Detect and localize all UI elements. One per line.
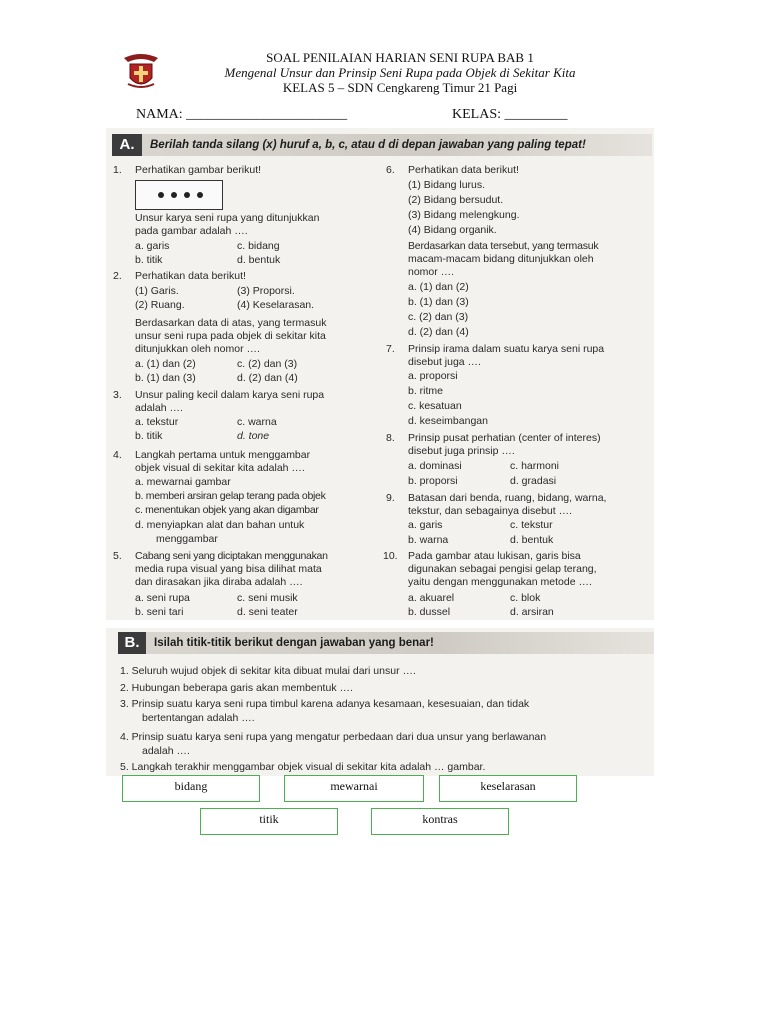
section-b-item-1: 1. Seluruh wujud objek di sekitar kita dibuat mulai dari unsur ….	[120, 665, 416, 677]
q4-option-b[interactable]: b. memberi arsiran gelap terang pada objek	[135, 490, 326, 502]
section-b-item-3-cont: bertentangan adalah ….	[142, 712, 255, 724]
q2-data-3: (3) Proporsi.	[237, 285, 295, 297]
answer-box-keselarasan[interactable]: keselarasan	[439, 775, 577, 802]
q1-option-a[interactable]: a. garis	[135, 240, 170, 252]
dot-shape	[184, 192, 190, 198]
q2-option-a[interactable]: a. (1) dan (2)	[135, 358, 196, 370]
q3-text-2: adalah ….	[135, 402, 183, 414]
q8-option-c[interactable]: c. harmoni	[510, 460, 560, 472]
q6-text-2: Berdasarkan data tersebut, yang termasuk	[408, 240, 599, 252]
q9-option-d[interactable]: d. bentuk	[510, 534, 554, 546]
answer-box-bidang[interactable]: bidang	[122, 775, 260, 802]
header-subtitle: Mengenal Unsur dan Prinsip Seni Rupa pada Objek di Sekitar Kita	[224, 65, 576, 80]
q4-text-2: objek visual di sekitar kita adalah ….	[135, 462, 305, 474]
q2-option-c[interactable]: c. (2) dan (3)	[237, 358, 298, 370]
q10-text-3: yaitu dengan menggunakan metode ….	[408, 576, 592, 588]
q5-option-a[interactable]: a. seni rupa	[135, 592, 190, 604]
q1-number: 1.	[113, 164, 122, 176]
q6-text-1: Perhatikan data berikut!	[408, 164, 519, 176]
section-b-item-4-cont: adalah ….	[142, 745, 190, 757]
q2-text-1: Perhatikan data berikut!	[135, 270, 246, 282]
section-b-item-3: 3. Prinsip suatu karya seni rupa timbul karena adanya kesamaan, kesesuaian, dan tidak	[120, 698, 530, 710]
q2-text-2: Berdasarkan data di atas, yang termasuk	[135, 317, 327, 329]
dot-shape	[158, 192, 164, 198]
q4-number: 4.	[113, 449, 122, 461]
q7-option-a[interactable]: a. proporsi	[408, 370, 458, 382]
section-a-header	[112, 134, 652, 156]
q4-option-a[interactable]: a. mewarnai gambar	[135, 476, 231, 488]
q2-number: 2.	[113, 270, 122, 282]
q1-text-3: pada gambar adalah ….	[135, 225, 248, 237]
q3-option-a[interactable]: a. tekstur	[135, 416, 179, 428]
section-b-item-5: 5. Langkah terakhir menggambar objek visual di sekitar kita adalah … gambar.	[120, 761, 486, 773]
q2-data-1: (1) Garis.	[135, 285, 179, 297]
q9-text-2: tekstur, dan sebagainya disebut ….	[408, 505, 573, 517]
q3-option-d[interactable]: d. tone	[237, 430, 270, 442]
answer-box-mewarnai[interactable]: mewarnai	[284, 775, 424, 802]
q8-text-2: disebut juga prinsip ….	[408, 445, 515, 457]
q5-option-d[interactable]: d. seni teater	[237, 606, 298, 618]
section-b-item-4: 4. Prinsip suatu karya seni rupa yang mengatur perbedaan dari dua unsur yang berlawanan	[120, 731, 547, 743]
q2-data-2: (2) Ruang.	[135, 299, 185, 311]
q2-data-4: (4) Keselarasan.	[237, 299, 315, 311]
q6-data-2: (2) Bidang bersudut.	[408, 194, 504, 206]
section-b-letter: B.	[118, 632, 146, 654]
q5-text-3: dan dirasakan jika diraba adalah ….	[135, 576, 303, 588]
q2-text-3: unsur seni rupa pada objek di sekitar kita	[135, 330, 326, 342]
q9-option-c[interactable]: c. tekstur	[510, 519, 553, 531]
q6-option-b[interactable]: b. (1) dan (3)	[408, 296, 469, 308]
q6-option-d[interactable]: d. (2) dan (4)	[408, 326, 469, 338]
q3-option-b[interactable]: b. titik	[135, 430, 163, 442]
answer-box-kontras[interactable]: kontras	[371, 808, 509, 835]
q10-number: 10.	[383, 550, 398, 562]
q8-option-b[interactable]: b. proporsi	[408, 475, 458, 487]
q9-text-1: Batasan dari benda, ruang, bidang, warna,	[408, 492, 607, 504]
q10-text-1: Pada gambar atau lukisan, garis bisa	[408, 550, 581, 562]
q5-option-c[interactable]: c. seni musik	[237, 592, 298, 604]
q6-text-3: macam-macam bidang ditunjukkan oleh	[408, 253, 594, 265]
q4-option-c[interactable]: c. menentukan objek yang akan digambar	[135, 504, 319, 516]
q8-option-d[interactable]: d. gradasi	[510, 475, 557, 487]
header-class: KELAS 5 – SDN Cengkareng Timur 21 Pagi	[282, 80, 518, 95]
q10-option-b[interactable]: b. dussel	[408, 606, 451, 618]
q6-data-1: (1) Bidang lurus.	[408, 179, 486, 191]
q2-text-4: ditunjukkan oleh nomor ….	[135, 343, 260, 355]
section-b-header	[118, 632, 654, 654]
q6-number: 6.	[386, 164, 395, 176]
q7-text-1: Prinsip irama dalam suatu karya seni rupa	[408, 343, 605, 355]
q9-option-a[interactable]: a. garis	[408, 519, 443, 531]
q5-number: 5.	[113, 550, 122, 562]
dot-shape	[171, 192, 177, 198]
section-a-instruction: Berilah tanda silang (x) huruf a, b, c, atau d di depan jawaban yang paling tepat!	[150, 139, 586, 151]
q6-option-a[interactable]: a. (1) dan (2)	[408, 281, 469, 293]
q3-option-c[interactable]: c. warna	[237, 416, 277, 428]
q4-text-1: Langkah pertama untuk menggambar	[135, 449, 311, 461]
q7-option-d[interactable]: d. keseimbangan	[408, 415, 488, 427]
q9-option-b[interactable]: b. warna	[408, 534, 449, 546]
section-a-letter: A.	[112, 134, 142, 156]
q2-option-b[interactable]: b. (1) dan (3)	[135, 372, 196, 384]
q4-option-d-cont: menggambar	[156, 533, 218, 545]
class-field[interactable]: KELAS: _________	[452, 107, 568, 122]
q10-text-2: digunakan sebagai pengisi gelap terang,	[408, 563, 597, 575]
q10-option-a[interactable]: a. akuarel	[408, 592, 455, 604]
q8-option-a[interactable]: a. dominasi	[408, 460, 462, 472]
answer-box-titik[interactable]: titik	[200, 808, 338, 835]
q7-text-2: disebut juga ….	[408, 356, 481, 368]
q6-text-4: nomor ….	[408, 266, 455, 278]
q4-option-d[interactable]: d. menyiapkan alat dan bahan untuk	[135, 519, 305, 531]
q7-option-b[interactable]: b. ritme	[408, 385, 444, 397]
q1-option-c[interactable]: c. bidang	[237, 240, 280, 252]
q7-number: 7.	[386, 343, 395, 355]
q1-text-1: Perhatikan gambar berikut!	[135, 164, 262, 176]
document-header	[150, 50, 650, 95]
q6-data-3: (3) Bidang melengkung.	[408, 209, 520, 221]
header-title: SOAL PENILAIAN HARIAN SENI RUPA BAB 1	[266, 50, 534, 65]
q8-text-1: Prinsip pusat perhatian (center of interes)	[408, 432, 601, 444]
q10-option-d[interactable]: d. arsiran	[510, 606, 554, 618]
q9-number: 9.	[386, 492, 395, 504]
q1-option-d[interactable]: d. bentuk	[237, 254, 281, 266]
q5-option-b[interactable]: b. seni tari	[135, 606, 184, 618]
q6-data-4: (4) Bidang organik.	[408, 224, 497, 236]
q3-text-1: Unsur paling kecil dalam karya seni rupa	[135, 389, 325, 401]
q1-text-2: Unsur karya seni rupa yang ditunjukkan	[135, 212, 320, 224]
q3-number: 3.	[113, 389, 122, 401]
q2-option-d[interactable]: d. (2) dan (4)	[237, 372, 298, 384]
section-b-instruction: Isilah titik-titik berikut dengan jawaban yang benar!	[154, 637, 434, 649]
q7-option-c[interactable]: c. kesatuan	[408, 400, 462, 412]
q1-option-b[interactable]: b. titik	[135, 254, 163, 266]
name-field[interactable]: NAMA: _______________________	[136, 107, 348, 122]
section-b-item-2: 2. Hubungan beberapa garis akan membentuk ….	[120, 682, 353, 694]
dot-shape	[197, 192, 203, 198]
q5-text-1: Cabang seni yang diciptakan menggunakan	[135, 550, 328, 562]
q10-option-c[interactable]: c. blok	[510, 592, 541, 604]
q5-text-2: media rupa visual yang bisa dilihat mata	[135, 563, 322, 575]
q6-option-c[interactable]: c. (2) dan (3)	[408, 311, 469, 323]
q8-number: 8.	[386, 432, 395, 444]
q1-dot-figure	[135, 180, 223, 210]
